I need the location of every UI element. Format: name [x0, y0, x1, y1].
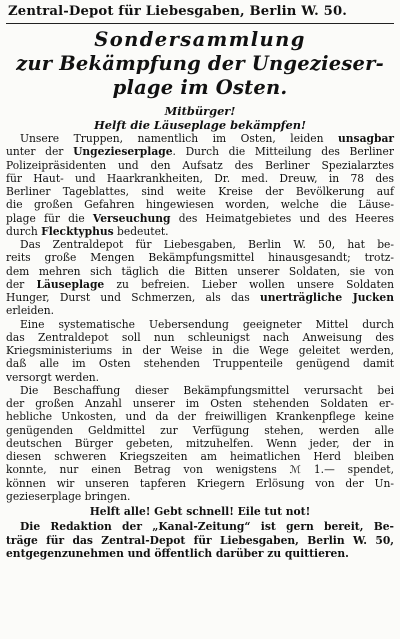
text-line: durch Flecktyphus bedeutet.: [6, 224, 169, 238]
headline-line: zur Bekämpfung der Ungezieser-: [16, 52, 384, 75]
text-line: gezieserplage bringen.: [6, 489, 131, 503]
text-line: für Haut- und Haarkrankheiten, Dr. med. Dreuw, in 78 des: [6, 171, 394, 185]
text-line: deutschen Bürger gebeten, mitzuhelfen. Wenn jeder, der in: [6, 436, 394, 450]
text-line: die großen Gefahren hingewiesen worden, welche die Läuse-: [6, 198, 394, 212]
call-to-action: Helft alle! Gebt schnell! Eile tut not!: [89, 505, 311, 518]
text-line: unter der Ungezieserplage. Durch die Mitteilung des Berliner: [6, 145, 394, 159]
text-line: hebliche Unkosten, und da der freiwilligen Krankenpflege keine: [6, 410, 394, 424]
text-line: reits große Mengen Bekämpfungsmittel hinausgesandt; trotz-: [6, 251, 394, 265]
text-line: plage für die Verseuchung des Heimatgebietes und des Heeres: [6, 211, 394, 225]
header-rule: [6, 23, 394, 24]
text-line: können wir unseren tapferen Kriegern Erlösung von der Un-: [6, 476, 394, 490]
masthead: Zentral-Depot für Liebesgaben, Berlin W. 50.: [8, 4, 348, 19]
text-line: Die Beschaffung dieser Bekämpfungsmittel verursacht bei: [20, 383, 394, 397]
text-line: daß alle im Osten stehenden Truppenteile genügend damit: [6, 357, 394, 371]
text-line: der großen Anzahl unserer im Osten stehenden Soldaten er-: [6, 397, 394, 410]
text-line: genügenden Geldmittel zur Verfügung stehen, werden alle: [6, 423, 394, 437]
footer-line: entgegenzunehmen und öffentlich darüber zu quittieren.: [6, 546, 349, 560]
footer-line: träge für das Zentral-Depot für Liebesgaben, Berlin W. 50,: [6, 533, 394, 547]
text-line: das Zentraldepot soll nun schleunigst nach Anweisung des: [6, 330, 394, 344]
text-line: Unsere Truppen, namentlich im Osten, leiden unsagbar: [20, 132, 394, 145]
text-line: Eine systematische Uebersendung geeigneter Mittel durch: [20, 317, 394, 331]
text-line: dem mehren sich täglich die Bitten unserer Soldaten, sie von: [6, 264, 394, 278]
text-line: erleiden.: [6, 304, 55, 318]
text-line: Berliner Tageblattes, sind weite Kreise der Bevölkerung auf: [6, 185, 394, 198]
text-line: der Läuseplage zu befreien. Lieber wollen unsere Soldaten: [6, 277, 394, 291]
headline-line: plage im Osten.: [112, 76, 288, 99]
article-body: [0, 132, 400, 560]
text-line: versorgt werden.: [6, 370, 100, 384]
text-line: Kriegsministeriums in der Weise in die Wege geleitet werden,: [6, 344, 394, 357]
headline-line: Sondersammlung: [94, 28, 306, 51]
headline: [0, 26, 400, 104]
text-line: konnte, nur einen Betrag von wenigstens ℳ 1.— spendet,: [6, 463, 394, 477]
text-line: Polizeipräsidenten und den Aufsatz des Berliner Spezialarztes: [6, 158, 394, 172]
footer-line: Die Redaktion der „Kanal-Zeitung“ ist gern bereit, Be-: [20, 520, 394, 534]
appeal-heading: Mitbürger!: [164, 104, 236, 118]
appeal-subheading: Helft die Läuseplage bekämpfen!: [93, 118, 307, 132]
text-line: Das Zentraldepot für Liebesgaben, Berlin W. 50, hat be-: [20, 238, 394, 251]
text-line: Hunger, Durst und Schmerzen, als das unerträgliche Jucken: [6, 291, 394, 304]
text-line: diesen schweren Kriegszeiten am heimatlichen Herd bleiben: [6, 450, 394, 463]
